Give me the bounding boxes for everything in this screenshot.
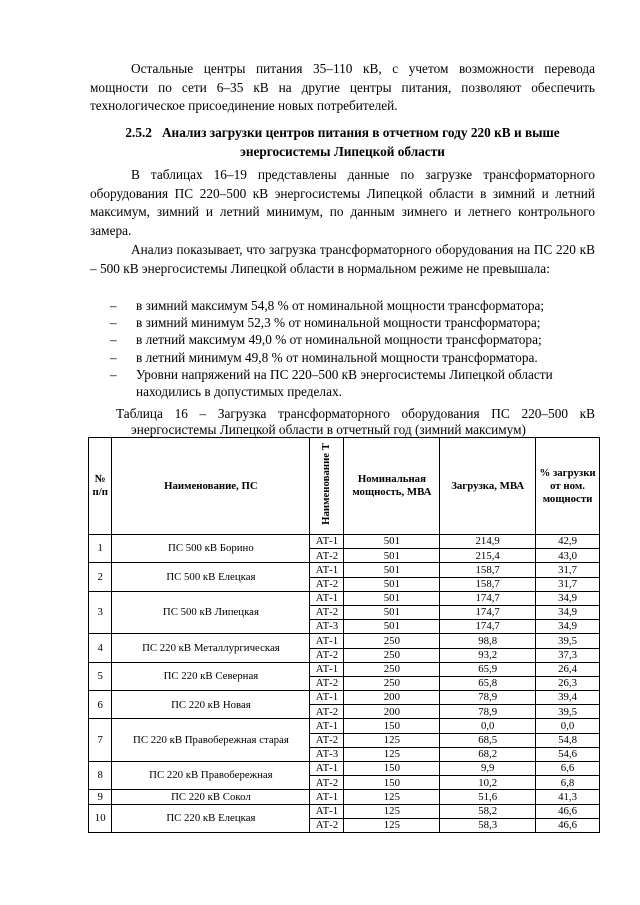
cell-load: 78,9 <box>440 705 536 719</box>
cell-load: 174,7 <box>440 605 536 619</box>
cell-substation: ПС 220 кВ Сокол <box>112 790 310 804</box>
header-num: № п/п <box>89 438 112 535</box>
paragraph-analysis: Анализ показывает, что загрузка трансформаторного оборудования на ПС 220 кВ – 500 кВ энергосистемы Липецкой области в нормальном режиме не превышала: <box>90 242 595 276</box>
section-heading <box>90 124 595 161</box>
cell-percent: 42,9 <box>536 535 600 549</box>
cell-num: 1 <box>89 535 112 563</box>
cell-transformer: АТ-1 <box>310 634 344 648</box>
cell-substation: ПС 220 кВ Металлургическая <box>112 634 310 662</box>
header-power: Номинальная мощность, МВА <box>344 438 440 535</box>
cell-percent: 39,5 <box>536 705 600 719</box>
cell-percent: 41,3 <box>536 790 600 804</box>
cell-percent: 37,3 <box>536 648 600 662</box>
cell-load: 158,7 <box>440 563 536 577</box>
cell-percent: 31,7 <box>536 577 600 591</box>
list-item: – в зимний минимум 52,3 % от номинальной мощности трансформатора; <box>110 314 595 331</box>
table-row <box>89 662 600 676</box>
cell-power: 150 <box>344 762 440 776</box>
cell-power: 250 <box>344 662 440 676</box>
header-unit-text: Наименование Т <box>320 443 333 525</box>
cell-transformer: АТ-2 <box>310 577 344 591</box>
cell-power: 501 <box>344 605 440 619</box>
table-row <box>89 790 600 804</box>
cell-substation: ПС 500 кВ Липецкая <box>112 591 310 634</box>
table-row <box>89 563 600 577</box>
header-unit <box>310 438 344 535</box>
cell-percent: 46,6 <box>536 818 600 832</box>
cell-percent: 39,5 <box>536 634 600 648</box>
cell-transformer: АТ-1 <box>310 762 344 776</box>
cell-power: 125 <box>344 818 440 832</box>
table-body <box>89 535 600 833</box>
cell-power: 501 <box>344 535 440 549</box>
section-title: Анализ загрузки центров питания в отчетном году 220 кВ и выше энергосистемы Липецкой области <box>161 125 560 159</box>
cell-power: 501 <box>344 577 440 591</box>
cell-num: 10 <box>89 804 112 832</box>
cell-transformer: АТ-3 <box>310 747 344 761</box>
cell-load: 174,7 <box>440 591 536 605</box>
cell-percent: 0,0 <box>536 719 600 733</box>
cell-percent: 39,4 <box>536 691 600 705</box>
cell-power: 501 <box>344 591 440 605</box>
cell-percent: 34,9 <box>536 620 600 634</box>
cell-substation: ПС 500 кВ Елецкая <box>112 563 310 591</box>
cell-power: 200 <box>344 705 440 719</box>
cell-power: 150 <box>344 719 440 733</box>
cell-percent: 34,9 <box>536 605 600 619</box>
header-name: Наименование, ПС <box>112 438 310 535</box>
table-row <box>89 762 600 776</box>
cell-transformer: АТ-2 <box>310 676 344 690</box>
cell-load: 215,4 <box>440 549 536 563</box>
cell-power: 250 <box>344 676 440 690</box>
cell-transformer: АТ-1 <box>310 662 344 676</box>
cell-transformer: АТ-1 <box>310 790 344 804</box>
paragraph-intro: Остальные центры питания 35–110 кВ, с учетом возможности перевода мощности по сети 6–35 кВ на другие центры питания, позволяют обеспечить технологическое присоединение новых потребителей. <box>90 61 595 113</box>
cell-percent: 43,0 <box>536 549 600 563</box>
header-load: Загрузка, МВА <box>440 438 536 535</box>
cell-transformer: АТ-2 <box>310 776 344 790</box>
cell-transformer: АТ-2 <box>310 648 344 662</box>
table-row <box>89 691 600 705</box>
cell-transformer: АТ-1 <box>310 719 344 733</box>
cell-percent: 31,7 <box>536 563 600 577</box>
cell-load: 98,8 <box>440 634 536 648</box>
cell-num: 4 <box>89 634 112 662</box>
list-item: – Уровни напряжений на ПС 220–500 кВ энергосистемы Липецкой области находились в допустимых пределах. <box>110 366 595 400</box>
cell-power: 125 <box>344 747 440 761</box>
cell-num: 7 <box>89 719 112 762</box>
cell-load: 65,9 <box>440 662 536 676</box>
cell-transformer: АТ-1 <box>310 535 344 549</box>
cell-load: 58,2 <box>440 804 536 818</box>
table-row <box>89 591 600 605</box>
cell-substation: ПС 220 кВ Правобережная <box>112 762 310 790</box>
table-row <box>89 535 600 549</box>
cell-transformer: АТ-2 <box>310 705 344 719</box>
cell-transformer: АТ-2 <box>310 549 344 563</box>
cell-percent: 34,9 <box>536 591 600 605</box>
cell-num: 2 <box>89 563 112 591</box>
cell-load: 93,2 <box>440 648 536 662</box>
cell-load: 58,3 <box>440 818 536 832</box>
cell-transformer: АТ-1 <box>310 691 344 705</box>
cell-percent: 54,8 <box>536 733 600 747</box>
caption-line-2: энергосистемы Липецкой области в отчетный год (зимний максимум) <box>131 421 526 437</box>
cell-load: 214,9 <box>440 535 536 549</box>
cell-load: 51,6 <box>440 790 536 804</box>
cell-load: 65,8 <box>440 676 536 690</box>
cell-num: 8 <box>89 762 112 790</box>
cell-power: 125 <box>344 733 440 747</box>
cell-load: 0,0 <box>440 719 536 733</box>
cell-percent: 6,6 <box>536 762 600 776</box>
cell-num: 5 <box>89 662 112 690</box>
cell-transformer: АТ-1 <box>310 804 344 818</box>
cell-substation: ПС 220 кВ Правобережная старая <box>112 719 310 762</box>
cell-load: 78,9 <box>440 691 536 705</box>
cell-power: 200 <box>344 691 440 705</box>
bullet-list <box>110 297 595 400</box>
cell-load: 158,7 <box>440 577 536 591</box>
cell-percent: 6,8 <box>536 776 600 790</box>
list-item: – в летний минимум 49,8 % от номинальной мощности трансформатора. <box>110 349 595 366</box>
cell-transformer: АТ-2 <box>310 733 344 747</box>
table-caption <box>116 406 595 437</box>
table-row <box>89 719 600 733</box>
cell-load: 9,9 <box>440 762 536 776</box>
table-row <box>89 804 600 818</box>
list-item: – в летний максимум 49,0 % от номинальной мощности трансформатора; <box>110 331 595 348</box>
cell-num: 6 <box>89 691 112 719</box>
cell-percent: 46,6 <box>536 804 600 818</box>
cell-transformer: АТ-1 <box>310 591 344 605</box>
cell-load: 174,7 <box>440 620 536 634</box>
cell-num: 3 <box>89 591 112 634</box>
cell-percent: 26,4 <box>536 662 600 676</box>
cell-substation: ПС 220 кВ Новая <box>112 691 310 719</box>
cell-substation: ПС 220 кВ Северная <box>112 662 310 690</box>
cell-load: 68,2 <box>440 747 536 761</box>
cell-percent: 54,6 <box>536 747 600 761</box>
cell-power: 501 <box>344 563 440 577</box>
header-percent: % загрузки от ном. мощности <box>536 438 600 535</box>
cell-substation: ПС 220 кВ Елецкая <box>112 804 310 832</box>
cell-power: 150 <box>344 776 440 790</box>
cell-power: 250 <box>344 648 440 662</box>
table-row <box>89 634 600 648</box>
cell-transformer: АТ-3 <box>310 620 344 634</box>
list-item: – в зимний максимум 54,8 % от номинальной мощности трансформатора; <box>110 297 595 314</box>
cell-power: 501 <box>344 549 440 563</box>
cell-power: 125 <box>344 790 440 804</box>
cell-percent: 26,3 <box>536 676 600 690</box>
cell-power: 501 <box>344 620 440 634</box>
cell-load: 10,2 <box>440 776 536 790</box>
cell-power: 125 <box>344 804 440 818</box>
cell-power: 250 <box>344 634 440 648</box>
cell-transformer: АТ-1 <box>310 563 344 577</box>
cell-load: 68,5 <box>440 733 536 747</box>
load-table <box>88 437 600 833</box>
cell-substation: ПС 500 кВ Борино <box>112 535 310 563</box>
cell-num: 9 <box>89 790 112 804</box>
cell-transformer: АТ-2 <box>310 605 344 619</box>
cell-transformer: АТ-2 <box>310 818 344 832</box>
section-number: 2.5.2 <box>125 125 152 140</box>
table-header-row <box>89 438 600 535</box>
paragraph-tables: В таблицах 16–19 представлены данные по загрузке трансформаторного оборудования ПС 220–500 кВ энергосистемы Липецкой области в зимний и летний максимум, зимний и летний минимум, по данным зимнего и летнего контрольного замера. <box>90 167 595 238</box>
caption-line-1: Таблица 16 – Загрузка трансформаторного оборудования ПС 220–500 кВ <box>116 406 595 421</box>
